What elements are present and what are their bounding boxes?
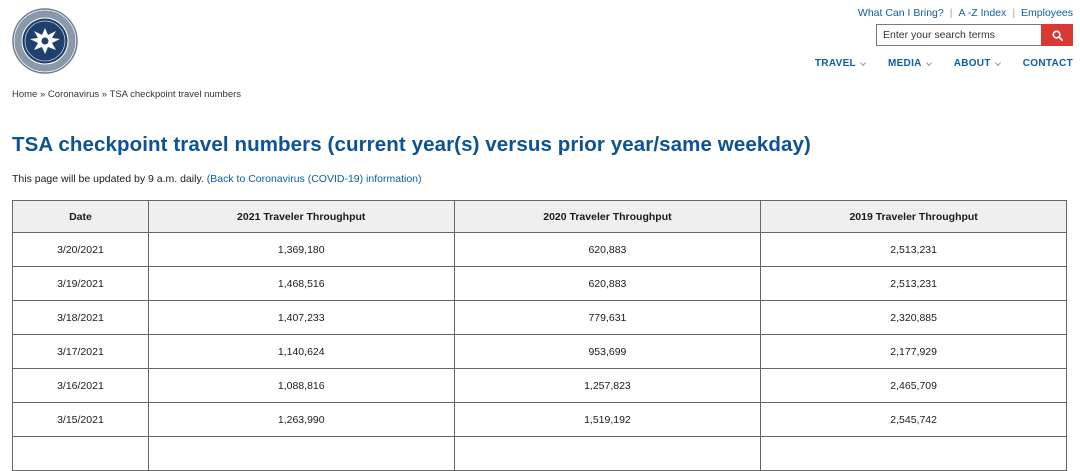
- throughput-2020-cell: [454, 437, 761, 471]
- divider: |: [1012, 7, 1016, 19]
- throughput-2019-cell: 2,545,742: [761, 403, 1067, 437]
- nav-about[interactable]: [954, 58, 1001, 69]
- breadcrumb: [12, 89, 241, 100]
- table-header-row: [13, 201, 1067, 233]
- breadcrumb-home[interactable]: Home: [12, 89, 38, 100]
- date-cell: 3/18/2021: [13, 301, 149, 335]
- table-row: [13, 301, 1067, 335]
- throughput-2019-cell: 2,513,231: [761, 233, 1067, 267]
- throughput-2021-cell: 1,088,816: [148, 369, 454, 403]
- throughput-2021-cell: 1,369,180: [148, 233, 454, 267]
- utility-nav: [858, 7, 1073, 19]
- header-2020: 2020 Traveler Throughput: [454, 201, 761, 233]
- throughput-2020-cell: 620,883: [454, 233, 761, 267]
- main-nav: [815, 58, 1073, 69]
- date-cell: 3/19/2021: [13, 267, 149, 301]
- a-z-index-link[interactable]: A -Z Index: [958, 7, 1007, 19]
- nav-media[interactable]: [888, 58, 932, 69]
- throughput-2021-cell: 1,407,233: [148, 301, 454, 335]
- table-row: [13, 233, 1067, 267]
- table-row: [13, 403, 1067, 437]
- date-cell: 3/16/2021: [13, 369, 149, 403]
- breadcrumb-current: TSA checkpoint travel numbers: [109, 89, 242, 100]
- site-search: [876, 24, 1073, 46]
- throughput-2019-cell: 2,320,885: [761, 301, 1067, 335]
- what-can-i-bring-link[interactable]: What Can I Bring?: [857, 7, 944, 19]
- table-row: [13, 267, 1067, 301]
- breadcrumb-coronavirus[interactable]: Coronavirus: [47, 89, 100, 100]
- nav-travel-label: TRAVEL: [814, 58, 856, 69]
- throughput-2021-cell: [148, 437, 454, 471]
- intro-text: This page will be updated by 9 a.m. daily.: [12, 173, 204, 185]
- table-row: [13, 335, 1067, 369]
- throughput-2019-cell: 2,465,709: [761, 369, 1067, 403]
- nav-contact[interactable]: [1023, 58, 1073, 69]
- throughput-2020-cell: 1,257,823: [454, 369, 761, 403]
- date-cell: [13, 437, 149, 471]
- search-input[interactable]: [876, 24, 1041, 46]
- date-cell: 3/15/2021: [13, 403, 149, 437]
- date-cell: 3/17/2021: [13, 335, 149, 369]
- throughput-2021-cell: 1,263,990: [148, 403, 454, 437]
- date-cell: 3/20/2021: [13, 233, 149, 267]
- tsa-seal-logo[interactable]: [12, 8, 78, 74]
- throughput-2020-cell: 779,631: [454, 301, 761, 335]
- page-title: TSA checkpoint travel numbers (current year(s) versus prior year/same weekday): [12, 133, 811, 156]
- throughput-table: [12, 200, 1067, 471]
- throughput-2020-cell: 620,883: [454, 267, 761, 301]
- chevron-down-icon: [860, 61, 866, 67]
- header-date: Date: [13, 201, 149, 233]
- nav-media-label: MEDIA: [887, 58, 922, 69]
- throughput-2019-cell: 2,513,231: [761, 267, 1067, 301]
- throughput-2021-cell: 1,140,624: [148, 335, 454, 369]
- intro-paragraph: [12, 173, 422, 185]
- throughput-2020-cell: 953,699: [454, 335, 761, 369]
- table-row: [13, 437, 1067, 471]
- throughput-2019-cell: [761, 437, 1067, 471]
- search-button[interactable]: [1041, 24, 1073, 46]
- throughput-2020-cell: 1,519,192: [454, 403, 761, 437]
- chevron-down-icon: [995, 61, 1001, 67]
- throughput-2021-cell: 1,468,516: [148, 267, 454, 301]
- back-to-covid-link[interactable]: (Back to Coronavirus (COVID-19) information): [206, 173, 422, 185]
- employees-link[interactable]: Employees: [1021, 7, 1073, 19]
- nav-travel[interactable]: [815, 58, 866, 69]
- table-row: [13, 369, 1067, 403]
- header-2019: 2019 Traveler Throughput: [761, 201, 1067, 233]
- divider: |: [949, 7, 953, 19]
- breadcrumb-separator: »: [39, 89, 48, 100]
- nav-contact-label: CONTACT: [1022, 58, 1073, 69]
- header-2021: 2021 Traveler Throughput: [148, 201, 454, 233]
- search-icon: [1052, 30, 1063, 41]
- nav-about-label: ABOUT: [953, 58, 991, 69]
- throughput-2019-cell: 2,177,929: [761, 335, 1067, 369]
- breadcrumb-separator: »: [101, 89, 110, 100]
- chevron-down-icon: [926, 61, 932, 67]
